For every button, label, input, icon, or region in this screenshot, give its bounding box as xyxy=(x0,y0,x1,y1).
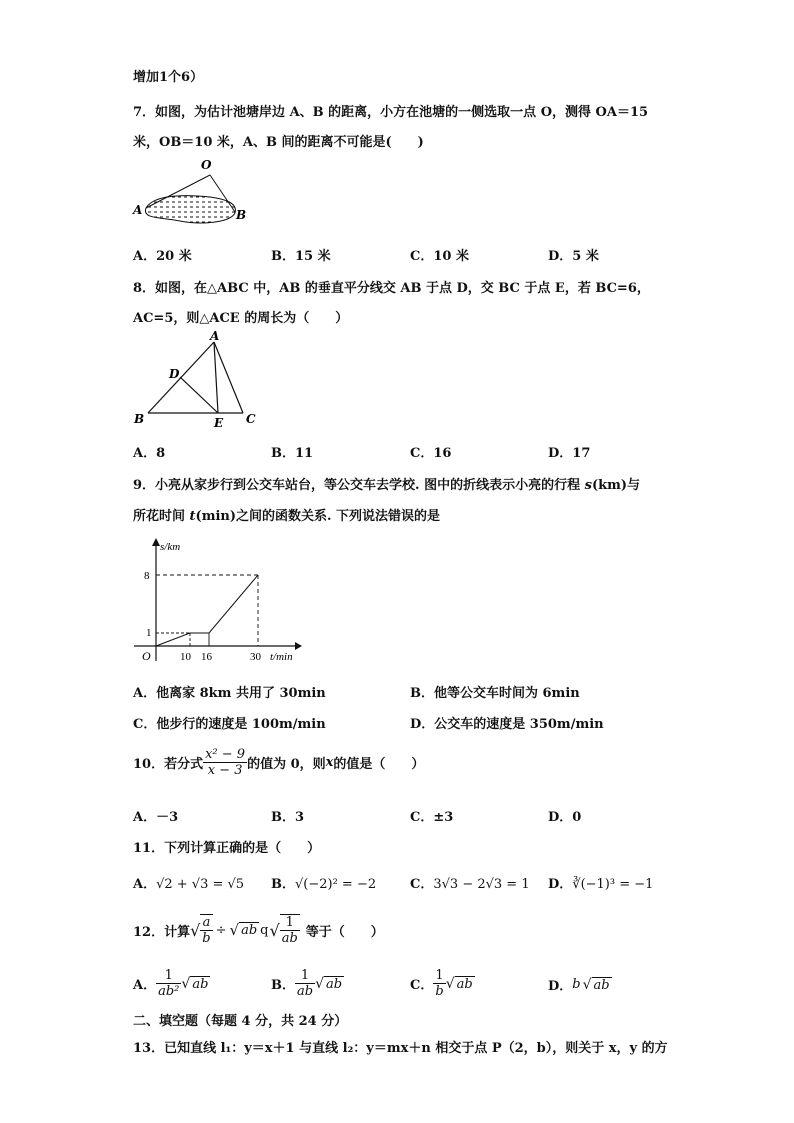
q9-xtick-10: 10 xyxy=(180,651,191,663)
q7-label-b: B xyxy=(236,208,247,222)
q7-option-c[interactable]: C．10 米 xyxy=(410,249,469,264)
q7-option-d[interactable]: D．5 米 xyxy=(548,249,599,264)
q9-option-a[interactable]: A．他离家 8km 共用了 30min xyxy=(133,686,326,701)
q9-xtick-30: 30 xyxy=(250,651,261,663)
q10-option-d[interactable]: D．0 xyxy=(548,810,582,825)
q10-option-a[interactable]: A．－3 xyxy=(133,810,179,825)
q9-origin: O xyxy=(142,649,151,663)
q8-stem-line1: 8．如图，在△ABC 中，AB 的垂直平分线交 AB 于点 D，交 BC 于点 E，若 BC=6， xyxy=(133,281,650,296)
q8-label-c: C xyxy=(246,412,256,426)
q8-triangle-figure xyxy=(130,330,260,430)
q11-option-b[interactable]: B．√(−2)² = −2 xyxy=(271,877,377,892)
q8-label-b: B xyxy=(134,412,145,426)
q7-label-o: O xyxy=(201,158,212,172)
q10-stem: 10．若分式 $\frac{\text{x² − 9}}{x - 3}$ 的值为 0，则 x 的值是（ ） xyxy=(133,747,425,778)
q9-xlabel: t/min xyxy=(270,651,293,663)
q8-option-b[interactable]: B．11 xyxy=(271,446,314,461)
q9-stem-line1: 9．小亮从家步行到公交车站台，等公交车去学校. 图中的折线表示小亮的行程 s(km)与 xyxy=(133,478,641,493)
q11-stem: 11．下列计算正确的是（ ） xyxy=(133,841,321,856)
q11-option-c[interactable]: C．3√3 − 2√3 = 1 xyxy=(410,877,530,892)
q13-stem: 13．已知直线 l₁：y＝x＋1 与直线 l₂：y＝mx＋n 相交于点 P（2，b），则关于 x，y 的方 xyxy=(133,1041,668,1056)
q8-label-e: E xyxy=(214,416,224,430)
q7-label-a: A xyxy=(133,203,143,217)
continued-text: 增加1个6） xyxy=(133,70,204,85)
q8-option-a[interactable]: A．8 xyxy=(133,446,166,461)
q8-stem-line2: AC=5，则△ACE 的周长为（ ） xyxy=(133,311,349,326)
q11-option-a[interactable]: A．√2 + √3 = √5 xyxy=(133,877,245,892)
q11-option-d[interactable]: D．∛(−1)³ = −1 xyxy=(548,877,654,892)
q8-label-d: D xyxy=(169,367,180,381)
q9-ytick-1: 1 xyxy=(146,627,152,639)
q9-stem-line2: 所花时间 t(min)之间的函数关系. 下列说法错误的是 xyxy=(133,509,441,524)
q7-option-b[interactable]: B．15 米 xyxy=(271,249,331,264)
q8-option-d[interactable]: D．17 xyxy=(548,446,591,461)
section-fill-in-header: 二、填空题（每题 4 分，共 24 分） xyxy=(133,1014,348,1029)
q12-option-a[interactable]: A． $\frac{1}{\text{ab²}}$ √ ab xyxy=(133,968,209,999)
q9-ylabel: s/km xyxy=(160,541,181,553)
q12-option-b[interactable]: B． $\frac{1}{ab}$ √ ab xyxy=(271,968,343,999)
q12-option-c[interactable]: C． $\frac{1}{b}$ √ ab xyxy=(410,968,473,999)
q9-ytick-8: 8 xyxy=(144,570,150,582)
q8-label-a: A xyxy=(210,330,220,343)
q9-option-b[interactable]: B．他等公交车时间为 6min xyxy=(410,686,580,701)
q9-xtick-16: 16 xyxy=(201,651,212,663)
q7-stem-line1: 7．如图，为估计池塘岸边 A、B 的距离，小方在池塘的一侧选取一点 O，测得 OA＝15 xyxy=(133,105,649,120)
q9-option-d[interactable]: D．公交车的速度是 350m/min xyxy=(410,717,604,732)
q7-pond-figure xyxy=(130,155,255,230)
q10-fraction: $\frac{\text{x² − 9}}{x - 3}$ xyxy=(205,747,246,778)
q7-option-a[interactable]: A．20 米 xyxy=(133,249,192,264)
q10-option-c[interactable]: C．±3 xyxy=(410,810,454,825)
q8-option-c[interactable]: C．16 xyxy=(410,446,452,461)
q7-stem-line2: 米，OB＝10 米，A、B 间的距离不可能是( ) xyxy=(133,135,424,150)
q10-option-b[interactable]: B．3 xyxy=(271,810,305,825)
q12-option-d[interactable]: D． b √ ab xyxy=(548,976,610,994)
q9-option-c[interactable]: C．他步行的速度是 100m/min xyxy=(133,717,326,732)
q12-stem: 12．计算 √ $\frac{a}{b}$ ÷ √ ab q √ $\frac{1}{ab}$ 等于（ ） xyxy=(133,915,384,946)
q9-graph xyxy=(130,536,305,668)
